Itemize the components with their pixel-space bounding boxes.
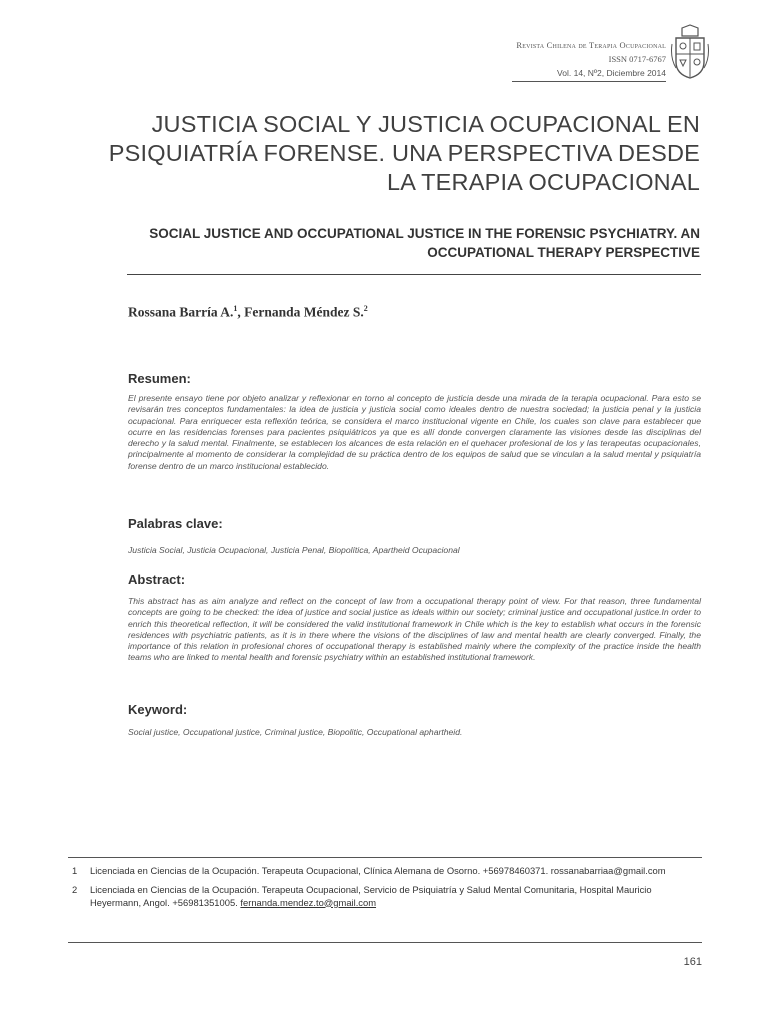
author-2: Fernanda Méndez S. [244,304,364,320]
resumen-text: El presente ensayo tiene por objeto analizar y reflexionar en torno al concepto de justicia desde una mirada de la terapia ocupacional. Para esto se revisarán tres conceptos fundamentales: la idea de justicia y justicia social como ideales dentro de nuestra sociedad; la justicia penal y la justicia ocupacional. Para enriquecer esta reflexión teórica, se considera el marco institucional vigente en Chile, los cuales son clave para establecer que ocurre en las residencias forenses para pacientes psiquiátricos ya que es allí donde convergen claramente las visiones desde las disciplinas del derecho y la salud mental. Finalmente, se establecen los alcances de esta relación en el quehacer profesional de los y las terapeutas ocupacionales, principalmente al momento de considerar la complejidad de su práctica dentro de los equipos de salud que se vinculan a la salud mental y psiquiatría forense dentro de un marco institucional establecido. [128,393,701,471]
author-separator: , [237,304,245,320]
palabras-clave-heading: Palabras clave: [128,516,223,531]
email-link[interactable]: fernanda.mendez.to@gmail.com [240,896,377,908]
article-title-english: SOCIAL JUSTICE AND OCCUPATIONAL JUSTICE IN THE FORENSIC PSYCHIATRY. AN OCCUPATIONAL THERAPY PERSPECTIVE [149,226,700,260]
footnote-rule [68,857,702,858]
author-1-footnote-ref: 1 [233,304,238,313]
author-1: Rossana Barría A. [128,304,234,320]
palabras-clave-text: Justicia Social, Justicia Ocupacional, Justicia Penal, Biopolítica, Apartheid Ocupacional [128,545,460,555]
footnote-1 [72,865,702,878]
journal-volume: Vol. 14, Nº2, Diciembre 2014 [557,68,666,78]
author-2-footnote-ref: 2 [363,304,368,313]
journal-name: Revista Chilena de Terapia Ocupacional [516,40,666,50]
footnote-number: 1 [72,865,78,876]
article-title-spanish: JUSTICIA SOCIAL Y JUSTICIA OCUPACIONAL EN PSIQUIATRÍA FORENSE. UNA PERSPECTIVA DESDE LA TERAPIA OCUPACIONAL [108,111,700,195]
footnote-2 [72,884,702,909]
footnote-text-wrapper [90,884,702,909]
authors-line [128,304,368,321]
resumen-heading: Resumen: [128,371,191,386]
keyword-text: Social justice, Occupational justice, Criminal justice, Biopolitic, Occupational aphartheid. [128,727,463,737]
page-number: 161 [683,956,702,968]
footnote-number: 2 [72,884,78,895]
footnote-text: Licenciada en Ciencias de la Ocupación. Terapeuta Ocupacional, Clínica Alemana de Osorno. +56978460371. rossanabarriaa@gmail.com [90,865,666,876]
journal-issn: ISSN 0717-6767 [608,54,666,64]
header-rule [512,81,666,82]
footnote-text: Licenciada en Ciencias de la Ocupación. Terapeuta Ocupacional, Servicio de Psiquiatría y Salud Mental Comunitaria, Hospital Mauricio Heyermann, Angol. +56981351005. [90,884,652,908]
keyword-heading: Keyword: [128,702,188,717]
title-rule [127,274,701,275]
abstract-text: This abstract has as aim analyze and reflect on the concept of law from a occupational therapy point of view. For that reason, three fundamental concepts are going to be checked: the idea of justice and social justice as ideals within our society; criminal justice and occupational justice.In order to enrich this theoretical reflection, it will be considered the valid institutional framework in Chile which is the key to establish what occurs in the forensic residences with psychiatric patients, as it is in there where the visions of the disciplines of law and mental health are clearly converged. Finally, the importance of this relation in profesional chores of occupational therapy is established mainly where the complexity of the practice inside the health teams who are linked to mental health and forensic psychiatry within an established institutional framework. [128,596,701,663]
coat-of-arms-emblem [670,24,710,80]
bottom-rule [68,942,702,943]
abstract-heading: Abstract: [128,572,186,587]
